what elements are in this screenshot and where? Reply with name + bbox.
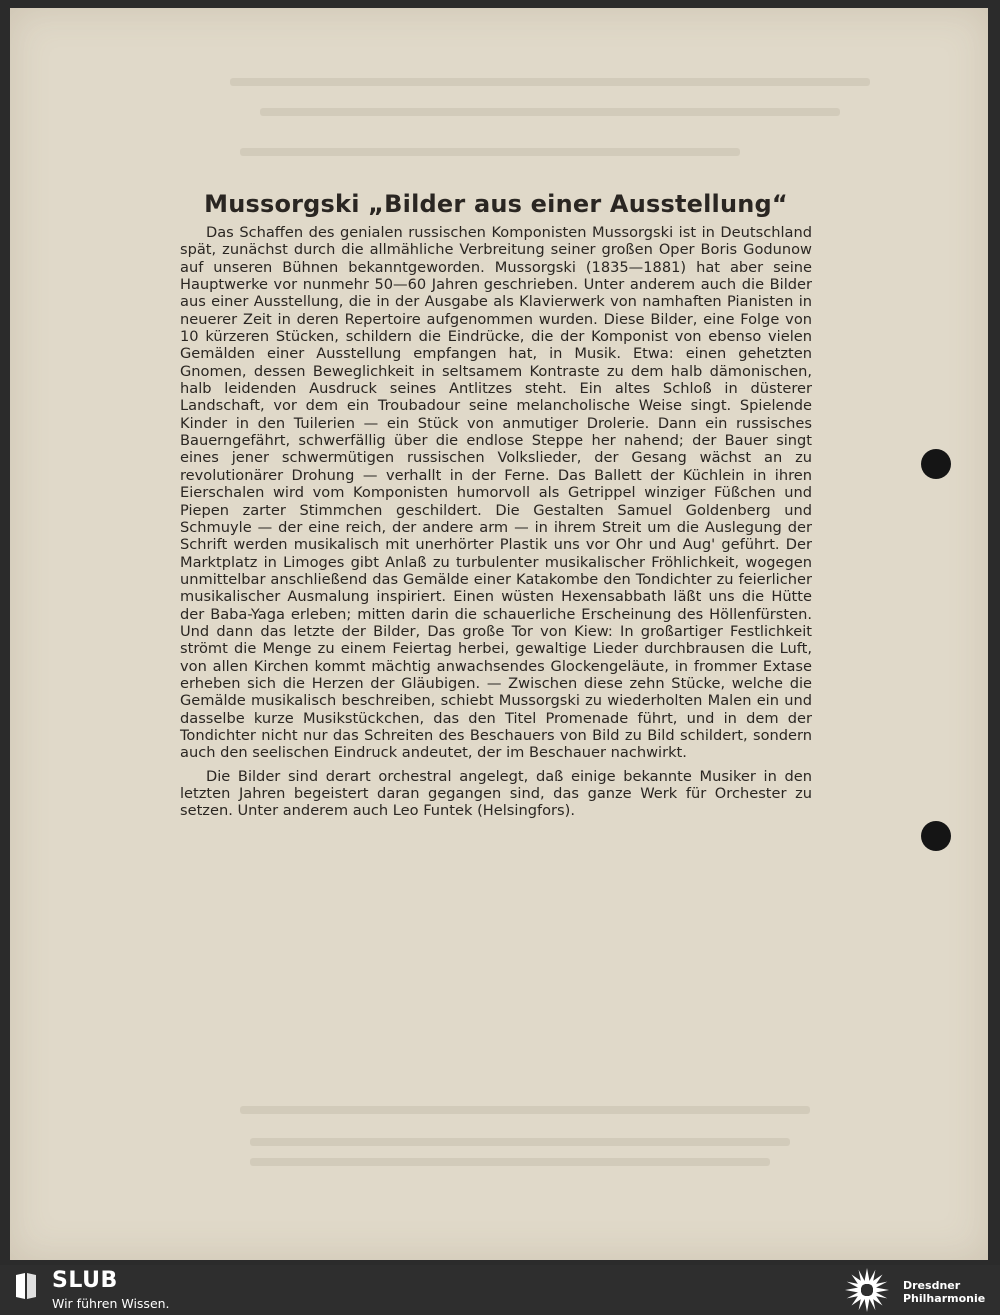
slub-brand[interactable]: SLUB [52, 1268, 118, 1293]
bleed-through-line [260, 108, 840, 116]
bleed-through-line [240, 148, 740, 156]
philharmonie-sunburst-icon [841, 1267, 893, 1313]
punch-hole [921, 449, 951, 479]
bleed-through-line [230, 78, 870, 86]
slub-book-icon [14, 1271, 38, 1301]
article-title: Mussorgski „Bilder aus einer Ausstellung“ [204, 190, 788, 218]
article-paragraph: Die Bilder sind derart orchestral angelegt, daß einige bekannte Musiker in den letzten Jahren begeistert daran gegangen sind, das ganze Werk für Orchester zu setzen. Unter anderem auch Leo Funtek (Helsingfors). [180, 767, 812, 820]
bleed-through-line [250, 1138, 790, 1146]
footer-bar [0, 1265, 1000, 1315]
slub-tagline: Wir führen Wissen. [52, 1296, 170, 1311]
bleed-through-line [240, 1106, 810, 1114]
article [180, 190, 812, 826]
philharmonie-brand-line1: Dresdner [903, 1279, 961, 1292]
philharmonie-brand[interactable] [903, 1279, 985, 1305]
bleed-through-line [250, 1158, 770, 1166]
punch-hole [921, 821, 951, 851]
article-paragraph: Das Schaffen des genialen russischen Komponisten Mussorgski ist in Deutschland spät, zunächst durch die allmähliche Verbreitung seiner großen Oper Boris Godunow auf unseren Bühnen bekanntgeworden. Mussorgski (1835—1881) hat aber seine Hauptwerke vor nunmehr 50—60 Jahren geschrieben. Unter anderem auch die Bilder aus einer Ausstellung, die in der Ausgabe als Klavierwerk von namhaften Pianisten in neuerer Zeit in deren Repertoire aufgenommen wurden. Diese Bilder, eine Folge von 10 kürzeren Stücken, schildern die Eindrücke, die der Komponist von ebenso vielen Gemälden einer Ausstellung empfangen hat, in Musik. Etwa: einen gehetzten Gnomen, dessen Beweglichkeit in seltsamem Kontraste zu dem halb dämonischen, halb leidenden Ausdruck seines Antlitzes steht. Ein altes Schloß in düsterer Landschaft, vor dem ein Troubadour seine melancholische Weise singt. Spielende Kinder in den Tuilerien — ein Stück von anmutiger Drolerie. Dann ein russisches Bauerngefährt, schwerfällig über die endlose Steppe her nahend; der Bauer singt eines jener schwermütigen russischen Volkslieder, der Gesang wächst an zu revolutionärer Drohung — verhallt in der Ferne. Das Ballett der Küchlein in ihren Eierschalen wird vom Komponisten humorvoll als Getrippel winziger Füßchen und Piepen zarter Stimmchen geschildert. Die Gestalten Samuel Goldenberg und Schmuyle — der eine reich, der andere arm — in ihrem Streit um die Auslegung der Schrift werden musikalisch mit unerhörter Plastik uns vor Ohr und Aug' geführt. Der Marktplatz in Limoges gibt Anlaß zu turbulenter musikalischer Fröhlichkeit, wogegen unmittelbar anschließend das Gemälde einer Katakombe den Tondichter zu feierlicher musikalischer Ausmalung inspiriert. Einen wüsten Hexensabbath läßt uns die Hütte der Baba-Yaga erleben; mitten darin die schauerliche Erscheinung des Höllenfürsten. Und dann das letzte der Bilder, Das große Tor von Kiew: In großartiger Festlichkeit strömt die Menge zu einem Feiertag herbei, gewaltige Lieder durchbrausen die Luft, von allen Kirchen kommt mächtig anwachsendes Glockengeläute, in frommer Extase erheben sich die Herzen der Gläubigen. — Zwischen diese zehn Stücke, welche die Gemälde musikalisch beschreiben, schiebt Mussorgski zu wiederholten Malen ein und dasselbe kurze Musikstückchen, das den Titel Promenade führt, und in dem der Tondichter nicht nur das Schreiten des Beschauers von Bild zu Bild schildert, sondern auch den seelischen Eindruck andeutet, der im Beschauer nachwirkt. [180, 224, 812, 762]
philharmonie-brand-line2: Philharmonie [903, 1292, 986, 1305]
